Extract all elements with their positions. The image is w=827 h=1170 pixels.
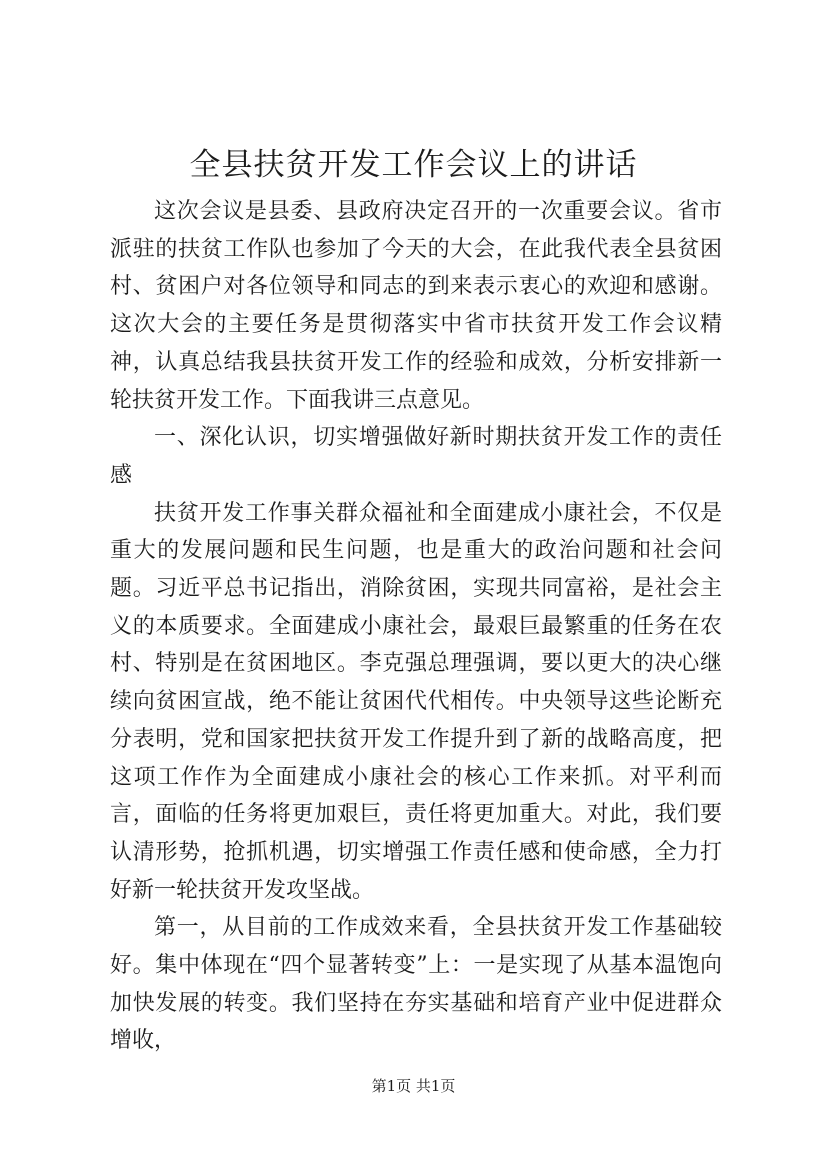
paragraph-intro: 这次会议是县委、县政府决定召开的一次重要会议。省市派驻的扶贫工作队也参加了今天的大会，在此我代表全县贫困村、贫困户对各位领导和同志的到来表示衷心的欢迎和感谢。这次大会的主要任务是贯彻落实中省市扶贫开发工作会议精神，认真总结我县扶贫开发工作的经验和成效，分析安排新一轮扶贫开发工作。下面我讲三点意见。: [110, 199, 722, 413]
paragraph-section-1: 扶贫开发工作事关群众福祉和全面建成小康社会，不仅是重大的发展问题和民生问题，也是重大的政治问题和社会问题。习近平总书记指出，消除贫困，实现共同富裕，是社会主义的本质要求。全面建成小康社会，最艰巨最繁重的任务在农村、特别是在贫困地区。李克强总理强调，要以更大的决心继续向贫困宣战，绝不能让贫困代代相传。中央领导这些论断充分表明，党和国家把扶贫开发工作提升到了新的战略高度，把这项工作作为全面建成小康社会的核心工作来抓。对平利而言，面临的任务将更加艰巨，责任将更加重大。对此，我们要认清形势，抢抓机遇，切实增强工作责任感和使命感，全力打好新一轮扶贫开发攻坚战。: [110, 500, 722, 903]
document-title: 全县扶贫开发工作会议上的讲话: [189, 147, 638, 183]
document-body: [110, 193, 722, 1060]
page-footer: 第1页 共1页: [371, 1077, 456, 1095]
paragraph-point-1: 第一，从目前的工作成效来看，全县扶贫开发工作基础较好。集中体现在“四个显著转变”上：一是实现了从基本温饱向加快发展的转变。我们坚持在夯实基础和培育产业中促进群众增收，: [110, 915, 722, 1054]
section-heading-1: 一、深化认识，切实增强做好新时期扶贫开发工作的责任感: [110, 425, 722, 488]
